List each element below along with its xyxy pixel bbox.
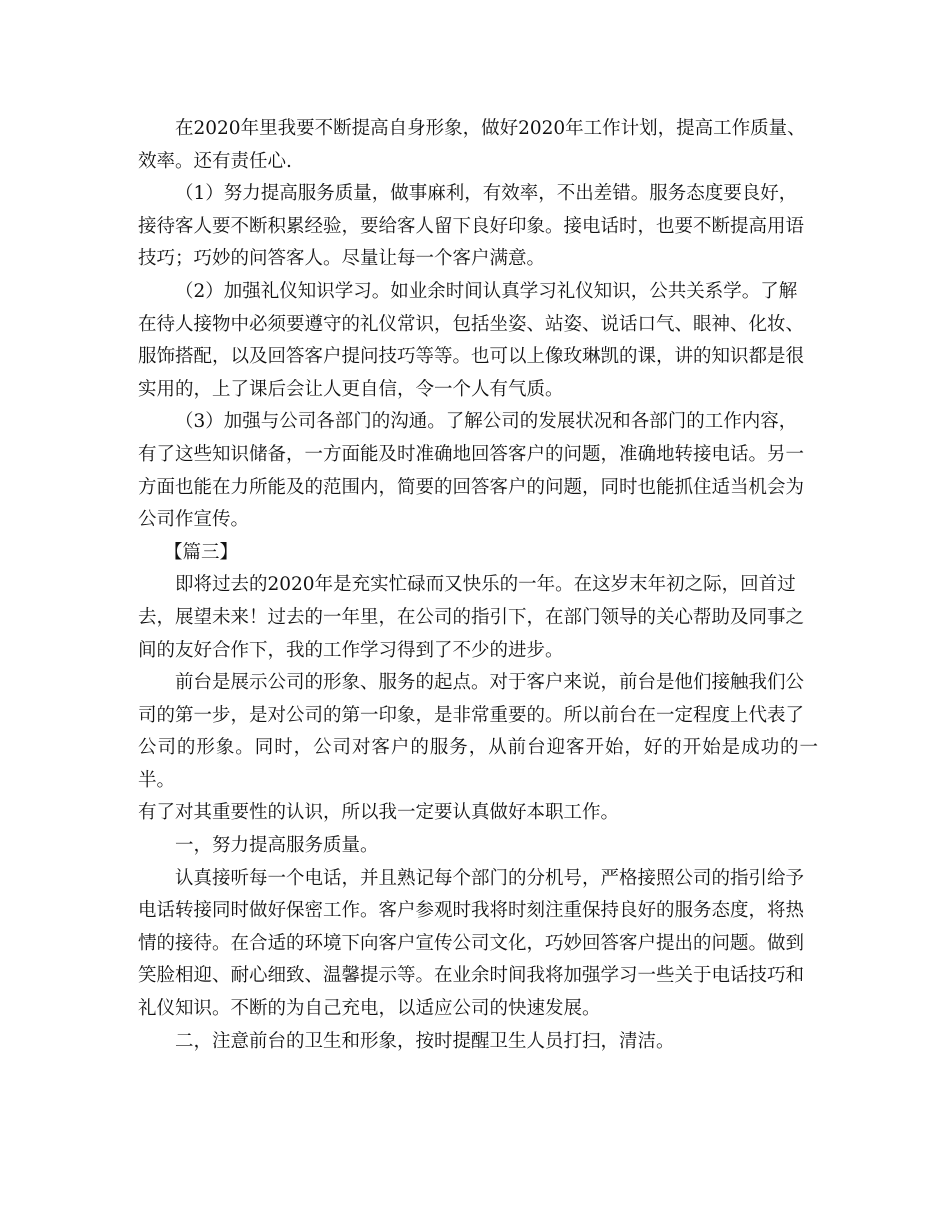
paragraph-year-review: 即将过去的2020年是充实忙碌而又快乐的一年。在这岁末年初之际，回首过 去，展望未来！过去的一年里，在公司的指引下，在部门领导的关心帮助及同事之 间的友好合作下，我的工作学习得到了不少的进步。 <box>138 574 805 661</box>
document-body <box>138 113 818 1058</box>
paragraph-front-desk: 前台是展示公司的形象、服务的起点。对于客户来说，前台是他们接触我们公 司的第一步，是对公司的第一印象，是非常重要的。所以前台在一定程度上代表了 公司的形象。同时，公司对客户的服务，从前台迎客开始，好的开始是成功的一半。 有了对其重要性的认识，所以我一定要认真做好本职工作。 <box>138 672 818 824</box>
paragraph-item-1: （1）努力提高服务质量，做事麻利，有效率，不出差错。服务态度要良好， 接待客人要不断积累经验，要给客人留下良好印象。接电话时，也要不断提高用语 技巧；巧妙的问答客人。尽量让每一个客户满意。 <box>138 183 805 270</box>
paragraph-point-2-title: 二，注意前台的卫生和形象，按时提醒卫生人员打扫，清洁。 <box>175 1030 675 1052</box>
paragraph-item-3: （3）加强与公司各部门的沟通。了解公司的发展状况和各部门的工作内容， 有了这些知识储备，一方面能及时准确地回答客户的问题，准确地转接电话。另一 方面也能在力所能及的范围内，简要的回答客户的问题，同时也能抓住适当机会为 公司作宣传。 <box>138 411 805 531</box>
paragraph-point-1-title: 一，努力提高服务质量。 <box>175 835 379 857</box>
paragraph-intro: 在2020年里我要不断提高自身形象，做好2020年工作计划，提高工作质量、 效率。还有责任心. <box>138 118 806 172</box>
section-heading: 【篇三】 <box>164 541 239 563</box>
paragraph-item-2: （2）加强礼仪知识学习。如业余时间认真学习礼仪知识，公共关系学。了解 在待人接物中必须要遵守的礼仪常识，包括坐姿、站姿、说话口气、眼神、化妆、 服饰搭配，以及回答客户提问技巧等等。也可以上像玫琳凯的课，讲的知识都是很 实用的，上了课后会让人更自信，令一个人有气质。 <box>138 280 805 400</box>
paragraph-point-1-body: 认真接听每一个电话，并且熟记每个部门的分机号，严格接照公司的指引给予 电话转接同时做好保密工作。客户参观时我将时刻注重保持良好的服务态度，将热 情的接待。在合适的环境下向客户宣传公司文化，巧妙回答客户提出的问题。做到 笑脸相迎、耐心细致、温馨提示等。在业余时间我将加强学习一些关于电话技巧和 礼仪知识。不断的为自己充电，以适应公司的快速发展。 <box>138 867 805 1020</box>
